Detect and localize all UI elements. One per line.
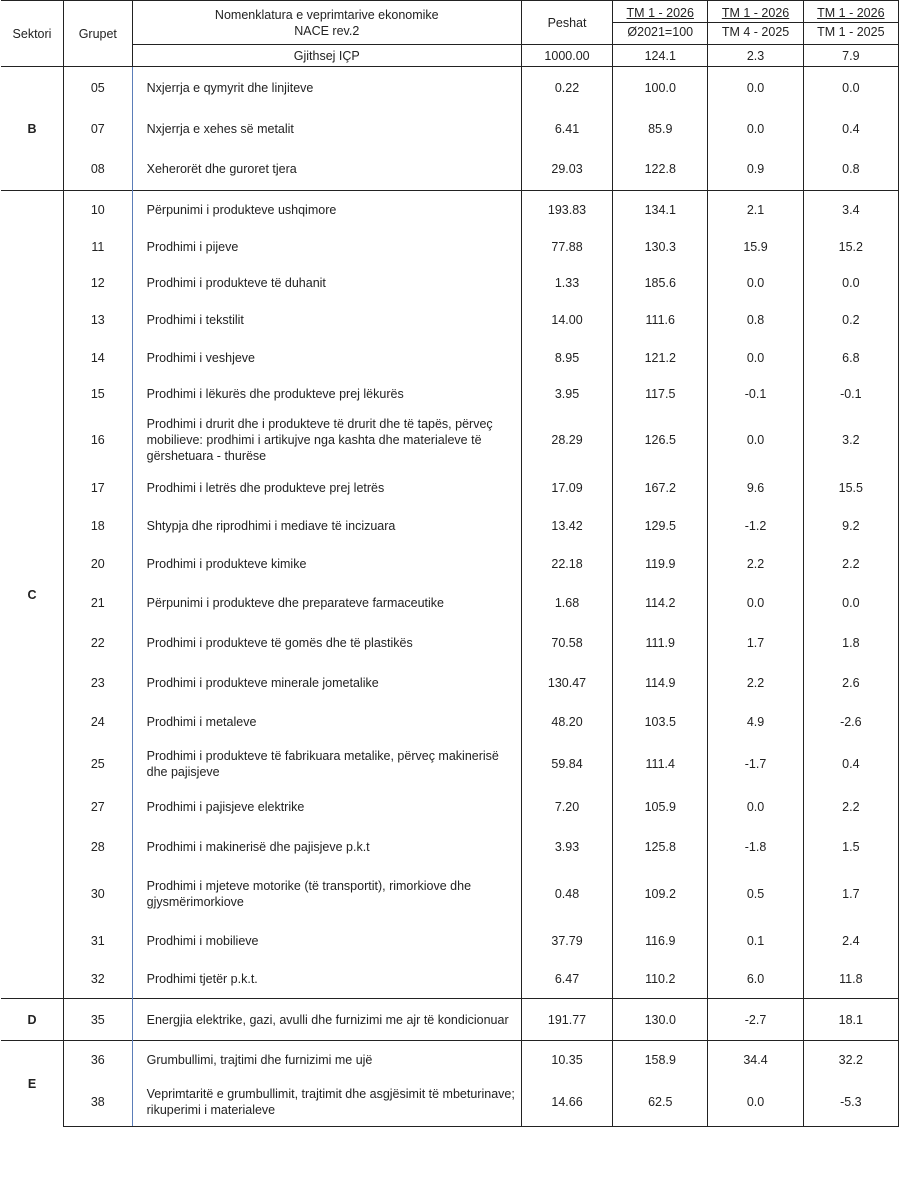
index-value: 158.9 bbox=[613, 1041, 708, 1079]
index-value: 109.2 bbox=[613, 867, 708, 921]
header-col2 bbox=[708, 1, 803, 45]
weight-value: 8.95 bbox=[521, 339, 612, 377]
table-row bbox=[1, 921, 899, 961]
header-col2-bottom: TM 4 - 2025 bbox=[708, 22, 802, 41]
change-vs-prev-quarter: 2.2 bbox=[708, 545, 803, 583]
group-code: 07 bbox=[63, 109, 132, 149]
table-row bbox=[1, 229, 899, 265]
change-vs-prev-quarter: 6.0 bbox=[708, 961, 803, 999]
header-peshat: Peshat bbox=[521, 1, 612, 45]
index-value: 167.2 bbox=[613, 469, 708, 507]
change-vs-prev-year: 1.7 bbox=[803, 867, 898, 921]
change-vs-prev-quarter: 1.7 bbox=[708, 623, 803, 663]
weight-value: 3.93 bbox=[521, 827, 612, 867]
group-code: 32 bbox=[63, 961, 132, 999]
activity-name: Nxjerrja e qymyrit dhe linjiteve bbox=[132, 67, 521, 109]
group-code: 10 bbox=[63, 191, 132, 229]
group-code: 38 bbox=[63, 1079, 132, 1127]
weight-value: 14.66 bbox=[521, 1079, 612, 1127]
change-vs-prev-year: 2.2 bbox=[803, 545, 898, 583]
group-code: 31 bbox=[63, 921, 132, 961]
group-code: 22 bbox=[63, 623, 132, 663]
change-vs-prev-year: 11.8 bbox=[803, 961, 898, 999]
weight-value: 1.68 bbox=[521, 583, 612, 623]
activity-name: Grumbullimi, trajtimi dhe furnizimi me ujë bbox=[132, 1041, 521, 1079]
weight-value: 130.47 bbox=[521, 663, 612, 703]
index-value: 111.4 bbox=[613, 741, 708, 787]
change-vs-prev-year: 2.6 bbox=[803, 663, 898, 703]
index-value: 121.2 bbox=[613, 339, 708, 377]
total-label: Gjithsej IÇP bbox=[132, 45, 521, 67]
header-grupet: Grupet bbox=[63, 1, 132, 67]
weight-value: 77.88 bbox=[521, 229, 612, 265]
change-vs-prev-year: 1.8 bbox=[803, 623, 898, 663]
group-code: 25 bbox=[63, 741, 132, 787]
activity-name: Xeherorët dhe guroret tjera bbox=[132, 149, 521, 191]
change-vs-prev-year: 0.8 bbox=[803, 149, 898, 191]
header-col1-top: TM 1 - 2026 bbox=[626, 6, 694, 20]
change-vs-prev-quarter: -0.1 bbox=[708, 377, 803, 411]
weight-value: 6.47 bbox=[521, 961, 612, 999]
weight-value: 59.84 bbox=[521, 741, 612, 787]
header-nomenklatura bbox=[132, 1, 521, 45]
table-row bbox=[1, 149, 899, 191]
weight-value: 22.18 bbox=[521, 545, 612, 583]
activity-name: Përpunimi i produkteve ushqimore bbox=[132, 191, 521, 229]
weight-value: 17.09 bbox=[521, 469, 612, 507]
group-code: 12 bbox=[63, 265, 132, 301]
group-code: 11 bbox=[63, 229, 132, 265]
change-vs-prev-quarter: 0.0 bbox=[708, 1079, 803, 1127]
weight-value: 29.03 bbox=[521, 149, 612, 191]
table-row bbox=[1, 961, 899, 999]
change-vs-prev-year: -5.3 bbox=[803, 1079, 898, 1127]
index-value: 100.0 bbox=[613, 67, 708, 109]
table-row bbox=[1, 583, 899, 623]
group-code: 23 bbox=[63, 663, 132, 703]
table-row bbox=[1, 411, 899, 469]
index-value: 111.9 bbox=[613, 623, 708, 663]
change-vs-prev-year: 2.2 bbox=[803, 787, 898, 827]
change-vs-prev-year: 0.2 bbox=[803, 301, 898, 339]
change-vs-prev-year: 0.0 bbox=[803, 265, 898, 301]
change-vs-prev-year: 2.4 bbox=[803, 921, 898, 961]
table-row bbox=[1, 191, 899, 229]
header-col1-bottom: Ø2021=100 bbox=[613, 22, 707, 41]
index-value: 62.5 bbox=[613, 1079, 708, 1127]
group-code: 14 bbox=[63, 339, 132, 377]
index-value: 126.5 bbox=[613, 411, 708, 469]
header-col1 bbox=[613, 1, 708, 45]
change-vs-prev-year: 0.0 bbox=[803, 583, 898, 623]
activity-name: Prodhimi tjetër p.k.t. bbox=[132, 961, 521, 999]
change-vs-prev-year: 1.5 bbox=[803, 827, 898, 867]
total-v3: 7.9 bbox=[803, 45, 898, 67]
activity-name: Prodhimi i letrës dhe produkteve prej letrës bbox=[132, 469, 521, 507]
total-v1: 124.1 bbox=[613, 45, 708, 67]
weight-value: 0.22 bbox=[521, 67, 612, 109]
activity-name: Prodhimi i produkteve të gomës dhe të plastikës bbox=[132, 623, 521, 663]
change-vs-prev-quarter: -2.7 bbox=[708, 999, 803, 1041]
table-row bbox=[1, 109, 899, 149]
group-code: 15 bbox=[63, 377, 132, 411]
index-value: 103.5 bbox=[613, 703, 708, 741]
group-code: 18 bbox=[63, 507, 132, 545]
index-value: 85.9 bbox=[613, 109, 708, 149]
table-row bbox=[1, 867, 899, 921]
weight-value: 1.33 bbox=[521, 265, 612, 301]
group-code: 17 bbox=[63, 469, 132, 507]
change-vs-prev-quarter: 15.9 bbox=[708, 229, 803, 265]
index-value: 105.9 bbox=[613, 787, 708, 827]
group-code: 13 bbox=[63, 301, 132, 339]
table-row bbox=[1, 507, 899, 545]
group-code: 28 bbox=[63, 827, 132, 867]
total-peshat: 1000.00 bbox=[521, 45, 612, 67]
change-vs-prev-quarter: 9.6 bbox=[708, 469, 803, 507]
total-v2: 2.3 bbox=[708, 45, 803, 67]
table-row bbox=[1, 377, 899, 411]
header-nomenklatura-line1: Nomenklatura e veprimtarive ekonomike bbox=[214, 7, 439, 22]
change-vs-prev-quarter: 0.0 bbox=[708, 339, 803, 377]
table-row bbox=[1, 545, 899, 583]
change-vs-prev-quarter: 0.0 bbox=[708, 411, 803, 469]
change-vs-prev-quarter: 0.0 bbox=[708, 109, 803, 149]
activity-name: Prodhimi i metaleve bbox=[132, 703, 521, 741]
change-vs-prev-quarter: -1.8 bbox=[708, 827, 803, 867]
sector-code: D bbox=[1, 999, 63, 1041]
index-value: 130.0 bbox=[613, 999, 708, 1041]
group-code: 24 bbox=[63, 703, 132, 741]
header-nomenklatura-line2: NACE rev.2 bbox=[294, 23, 360, 38]
activity-name: Prodhimi i produkteve të fabrikuara metalike, përveç makinerisë dhe pajisjeve bbox=[132, 741, 521, 787]
change-vs-prev-year: 0.4 bbox=[803, 109, 898, 149]
change-vs-prev-quarter: -1.7 bbox=[708, 741, 803, 787]
table-row bbox=[1, 1079, 899, 1127]
index-value: 114.9 bbox=[613, 663, 708, 703]
table-row bbox=[1, 301, 899, 339]
nace-index-table bbox=[1, 0, 899, 1127]
change-vs-prev-quarter: 0.0 bbox=[708, 265, 803, 301]
change-vs-prev-year: 3.4 bbox=[803, 191, 898, 229]
activity-name: Prodhimi i mobilieve bbox=[132, 921, 521, 961]
activity-name: Prodhimi i makinerisë dhe pajisjeve p.k.t bbox=[132, 827, 521, 867]
activity-name: Përpunimi i produkteve dhe preparateve farmaceutike bbox=[132, 583, 521, 623]
change-vs-prev-quarter: 0.0 bbox=[708, 67, 803, 109]
sector-code: E bbox=[1, 1041, 63, 1127]
header-col3-bottom: TM 1 - 2025 bbox=[804, 22, 898, 41]
activity-name: Nxjerrja e xehes së metalit bbox=[132, 109, 521, 149]
change-vs-prev-quarter: 2.2 bbox=[708, 663, 803, 703]
weight-value: 10.35 bbox=[521, 1041, 612, 1079]
change-vs-prev-year: 15.5 bbox=[803, 469, 898, 507]
index-value: 134.1 bbox=[613, 191, 708, 229]
activity-name: Prodhimi i mjeteve motorike (të transportit), rimorkiove dhe gjysmërimorkiove bbox=[132, 867, 521, 921]
table-row bbox=[1, 67, 899, 109]
weight-value: 7.20 bbox=[521, 787, 612, 827]
total-row bbox=[1, 45, 899, 67]
table-row bbox=[1, 265, 899, 301]
activity-name: Prodhimi i tekstilit bbox=[132, 301, 521, 339]
change-vs-prev-quarter: 2.1 bbox=[708, 191, 803, 229]
activity-name: Energjia elektrike, gazi, avulli dhe furnizimi me ajr të kondicionuar bbox=[132, 999, 521, 1041]
index-value: 130.3 bbox=[613, 229, 708, 265]
index-value: 122.8 bbox=[613, 149, 708, 191]
activity-name: Prodhimi i produkteve minerale jometalike bbox=[132, 663, 521, 703]
weight-value: 48.20 bbox=[521, 703, 612, 741]
change-vs-prev-year: -2.6 bbox=[803, 703, 898, 741]
weight-value: 14.00 bbox=[521, 301, 612, 339]
activity-name: Prodhimi i pajisjeve elektrike bbox=[132, 787, 521, 827]
group-code: 20 bbox=[63, 545, 132, 583]
table-row bbox=[1, 469, 899, 507]
index-value: 185.6 bbox=[613, 265, 708, 301]
index-value: 129.5 bbox=[613, 507, 708, 545]
weight-value: 193.83 bbox=[521, 191, 612, 229]
table-row bbox=[1, 827, 899, 867]
change-vs-prev-quarter: 34.4 bbox=[708, 1041, 803, 1079]
activity-name: Prodhimi i pijeve bbox=[132, 229, 521, 265]
header-col3-top: TM 1 - 2026 bbox=[817, 6, 885, 20]
weight-value: 3.95 bbox=[521, 377, 612, 411]
activity-name: Veprimtaritë e grumbullimit, trajtimit dhe asgjësimit të mbeturinave; rikuperimi i materialeve bbox=[132, 1079, 521, 1127]
table-row bbox=[1, 703, 899, 741]
table-row bbox=[1, 999, 899, 1041]
sector-code: C bbox=[1, 191, 63, 999]
sector-code: B bbox=[1, 67, 63, 191]
weight-value: 37.79 bbox=[521, 921, 612, 961]
change-vs-prev-quarter: 0.9 bbox=[708, 149, 803, 191]
change-vs-prev-quarter: 0.0 bbox=[708, 787, 803, 827]
activity-name: Prodhimi i veshjeve bbox=[132, 339, 521, 377]
header-col2-top: TM 1 - 2026 bbox=[721, 6, 790, 20]
weight-value: 13.42 bbox=[521, 507, 612, 545]
group-code: 16 bbox=[63, 411, 132, 469]
change-vs-prev-quarter: 4.9 bbox=[708, 703, 803, 741]
activity-name: Prodhimi i drurit dhe i produkteve të drurit dhe të tapës, përveç mobilieve: prodhimi i artikujve nga kashta dhe materialeve të gërshetuara - thurëse bbox=[132, 411, 521, 469]
header-sektori: Sektori bbox=[1, 1, 63, 67]
change-vs-prev-year: 3.2 bbox=[803, 411, 898, 469]
activity-name: Prodhimi i produkteve të duhanit bbox=[132, 265, 521, 301]
table-row bbox=[1, 623, 899, 663]
change-vs-prev-quarter: 0.5 bbox=[708, 867, 803, 921]
weight-value: 6.41 bbox=[521, 109, 612, 149]
index-value: 116.9 bbox=[613, 921, 708, 961]
index-value: 114.2 bbox=[613, 583, 708, 623]
change-vs-prev-year: 6.8 bbox=[803, 339, 898, 377]
index-value: 111.6 bbox=[613, 301, 708, 339]
activity-name: Shtypja dhe riprodhimi i mediave të incizuara bbox=[132, 507, 521, 545]
change-vs-prev-year: 9.2 bbox=[803, 507, 898, 545]
change-vs-prev-year: 0.0 bbox=[803, 67, 898, 109]
index-value: 125.8 bbox=[613, 827, 708, 867]
change-vs-prev-quarter: 0.1 bbox=[708, 921, 803, 961]
activity-name: Prodhimi i produkteve kimike bbox=[132, 545, 521, 583]
group-code: 05 bbox=[63, 67, 132, 109]
change-vs-prev-year: 18.1 bbox=[803, 999, 898, 1041]
index-value: 117.5 bbox=[613, 377, 708, 411]
change-vs-prev-quarter: -1.2 bbox=[708, 507, 803, 545]
group-code: 08 bbox=[63, 149, 132, 191]
change-vs-prev-quarter: 0.0 bbox=[708, 583, 803, 623]
change-vs-prev-year: -0.1 bbox=[803, 377, 898, 411]
change-vs-prev-year: 15.2 bbox=[803, 229, 898, 265]
table-row bbox=[1, 339, 899, 377]
group-code: 27 bbox=[63, 787, 132, 827]
weight-value: 0.48 bbox=[521, 867, 612, 921]
group-code: 35 bbox=[63, 999, 132, 1041]
change-vs-prev-quarter: 0.8 bbox=[708, 301, 803, 339]
weight-value: 28.29 bbox=[521, 411, 612, 469]
group-code: 30 bbox=[63, 867, 132, 921]
group-code: 36 bbox=[63, 1041, 132, 1079]
table-row bbox=[1, 1041, 899, 1079]
group-code: 21 bbox=[63, 583, 132, 623]
table-row bbox=[1, 663, 899, 703]
index-value: 119.9 bbox=[613, 545, 708, 583]
table-row bbox=[1, 741, 899, 787]
index-value: 110.2 bbox=[613, 961, 708, 999]
change-vs-prev-year: 0.4 bbox=[803, 741, 898, 787]
header-col3 bbox=[803, 1, 898, 45]
weight-value: 191.77 bbox=[521, 999, 612, 1041]
table-row bbox=[1, 787, 899, 827]
weight-value: 70.58 bbox=[521, 623, 612, 663]
activity-name: Prodhimi i lëkurës dhe produkteve prej lëkurës bbox=[132, 377, 521, 411]
change-vs-prev-year: 32.2 bbox=[803, 1041, 898, 1079]
